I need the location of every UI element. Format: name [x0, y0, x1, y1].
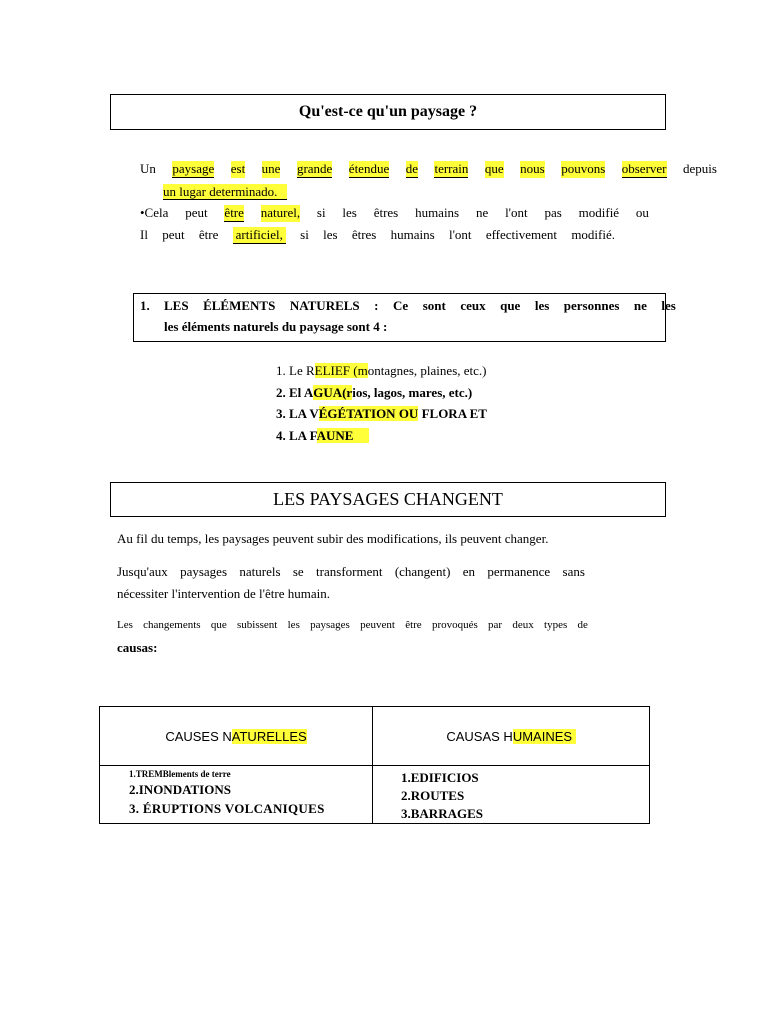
word: •Cela: [140, 205, 169, 220]
word: que: [500, 298, 521, 313]
item-text: ontagnes, plaines, etc.): [367, 363, 487, 378]
word: est: [230, 161, 246, 176]
word: êtres: [351, 227, 377, 242]
word: ÉLÉMENTS: [203, 298, 276, 313]
word: personnes: [563, 298, 620, 313]
word: depuis: [682, 161, 717, 176]
word: en: [462, 564, 476, 579]
section-title: LES PAYSAGES CHANGENT: [273, 489, 503, 509]
header-text: CAUSES N: [165, 728, 232, 744]
word-highlight: terrain: [434, 161, 469, 176]
word-highlight: paysage: [172, 161, 215, 176]
word: si: [300, 227, 309, 242]
table-header-row: [100, 707, 650, 766]
word: Les: [117, 619, 133, 631]
word: (changent): [394, 564, 451, 579]
word: que: [484, 161, 504, 176]
word: NATURELS: [289, 298, 360, 313]
page-title: Qu'est-ce qu'un paysage ?: [298, 103, 478, 120]
cell-naturelles-list: [100, 766, 373, 824]
list-item: 3.BARRAGES: [401, 806, 483, 821]
word: ne: [633, 298, 647, 313]
word: effectivement: [485, 227, 558, 242]
definition-line-4: [140, 227, 615, 244]
list-item: 2.INONDATIONS: [129, 782, 231, 797]
word-highlight: être: [224, 205, 244, 220]
word: les: [287, 619, 300, 631]
word: sont: [422, 298, 446, 313]
header-causas-humaines: [373, 707, 650, 766]
word: LES: [164, 298, 189, 313]
word: de: [577, 619, 588, 631]
word-highlight: grande: [296, 161, 333, 176]
item-text: 2. El A: [276, 385, 314, 400]
word: une: [261, 161, 281, 176]
word: humains: [390, 227, 435, 242]
item-highlight: ÉGÉTATION OU: [318, 406, 419, 421]
word: que: [210, 619, 227, 631]
word: humains: [415, 205, 460, 220]
word: transforment: [316, 564, 383, 579]
word: les: [534, 298, 550, 313]
word-highlight: naturel,: [260, 205, 301, 220]
word: les: [323, 227, 338, 242]
word: changements: [143, 619, 201, 631]
section-number: 1.: [140, 298, 150, 313]
header-causes-naturelles: [100, 707, 373, 766]
word: pas: [544, 205, 562, 220]
causes-table: [99, 706, 650, 824]
word: ceux: [460, 298, 486, 313]
item-text: 1. Le R: [276, 363, 315, 378]
section-heading-line-2: les éléments naturels du paysage sont 4 :: [164, 319, 388, 334]
definition-line-3: [140, 205, 649, 222]
section-heading-line-1: [164, 298, 676, 314]
table-row: [100, 766, 650, 824]
word: sans: [562, 564, 585, 579]
word: paysages: [310, 619, 350, 631]
word: provoqués: [431, 619, 478, 631]
paragraph-2-line-1: [117, 564, 585, 580]
word: Un: [140, 161, 156, 176]
cell-humaines-list: [373, 766, 650, 824]
word: Il: [140, 227, 148, 242]
word: peuvent: [360, 619, 395, 631]
word: êtres: [373, 205, 399, 220]
item-highlight: GUA(r: [313, 385, 353, 400]
word: l'ont: [505, 205, 528, 220]
item-text: 4. LA F: [276, 428, 317, 443]
paragraph-3-line-2: causas:: [117, 640, 158, 655]
word: les: [342, 205, 357, 220]
list-item: 2.ROUTES: [401, 788, 465, 803]
element-item-agua: [276, 385, 472, 401]
element-item-relief: [276, 363, 486, 379]
word: pouvons: [561, 161, 606, 176]
title-box-changent: [110, 482, 666, 517]
paragraph-3-line-1: [117, 619, 588, 631]
element-item-faune: [276, 428, 369, 444]
word: être: [405, 619, 422, 631]
highlight-lugar: un lugar determinado.: [163, 184, 287, 200]
word: types: [544, 619, 568, 631]
word: nous: [520, 161, 545, 176]
word-highlight: étendue: [348, 161, 390, 176]
word: subissent: [237, 619, 278, 631]
word: :: [374, 298, 379, 313]
title-box-paysage: [110, 94, 666, 130]
word: permanence: [487, 564, 551, 579]
list-item: 1.EDIFICIOS: [401, 770, 479, 785]
list-item: 3. ÉRUPTIONS VOLCANIQUES: [129, 801, 325, 816]
word: les: [661, 298, 676, 313]
paragraph-2-line-2: nécessiter l'intervention de l'être humain.: [117, 586, 330, 601]
word-highlight: de: [405, 161, 418, 176]
word: si: [316, 205, 326, 220]
word: l'ont: [448, 227, 472, 242]
word: paysages: [180, 564, 228, 579]
header-highlight: ATURELLES: [231, 728, 307, 744]
item-highlight: ELIEF (m: [314, 363, 368, 378]
word: être: [198, 227, 219, 242]
word: modifié.: [571, 227, 615, 242]
word: naturels: [239, 564, 281, 579]
word: modifié: [578, 205, 620, 220]
item-text: ios, lagos, mares, etc.): [352, 385, 473, 400]
header-text: CAUSAS H: [446, 728, 513, 744]
header-highlight: UMAINES: [512, 728, 576, 744]
definition-line-2: [163, 184, 287, 200]
word: ne: [475, 205, 489, 220]
element-item-vegetation: [276, 406, 487, 422]
definition-line-1: [140, 161, 717, 178]
word: se: [292, 564, 304, 579]
item-highlight: AUNE: [317, 428, 370, 443]
word: ou: [635, 205, 649, 220]
word-highlight: artificiel,: [233, 227, 286, 244]
paragraph-1: Au fil du temps, les paysages peuvent subir des modifications, ils peuvent changer.: [117, 531, 549, 546]
item-text: 3. LA V: [276, 406, 319, 421]
word: peut: [162, 227, 185, 242]
word: deux: [512, 619, 534, 631]
word: peut: [185, 205, 208, 220]
list-item: 1.TREMBlements de terre: [129, 769, 231, 779]
item-text: FLORA ET: [418, 406, 487, 421]
word: Jusqu'aux: [117, 564, 168, 579]
word: Ce: [393, 298, 409, 313]
word: par: [488, 619, 503, 631]
word-highlight: observer: [621, 161, 667, 176]
